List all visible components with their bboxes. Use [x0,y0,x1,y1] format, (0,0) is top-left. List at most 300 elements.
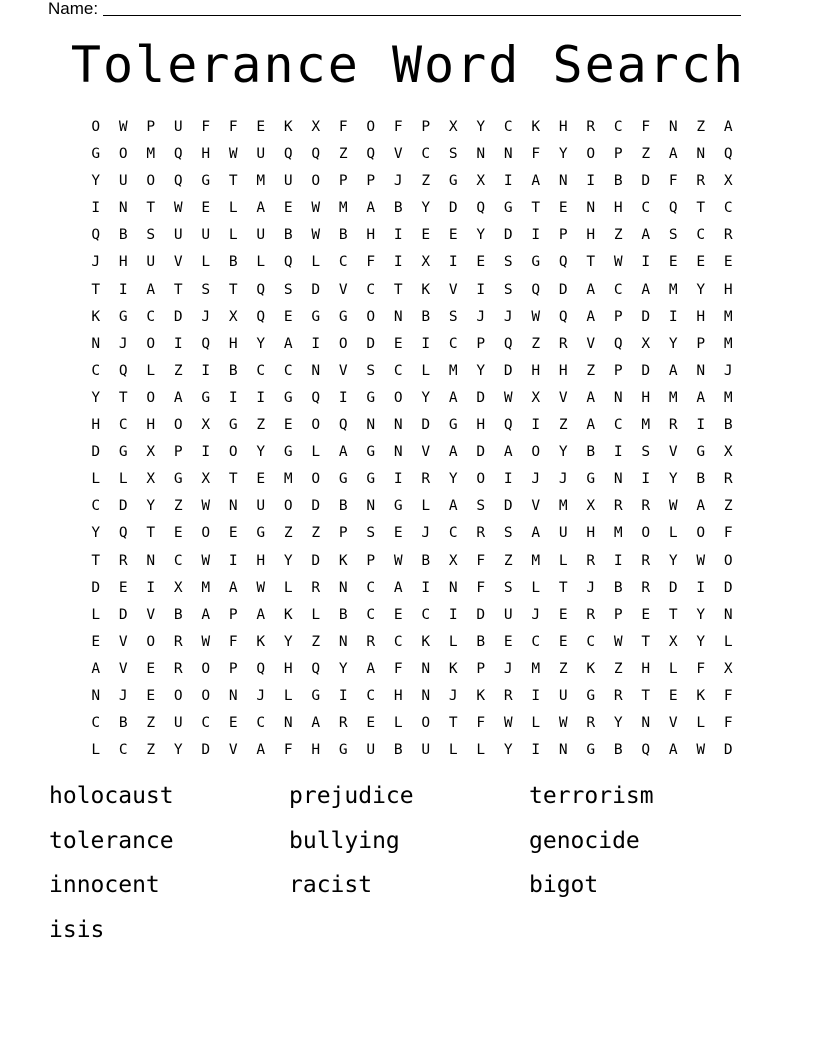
grid-letter: C [91,362,101,379]
grid-letter: E [421,227,431,244]
grid-letter: E [146,687,156,704]
grid-letter: N [283,715,293,732]
grid-letter: B [338,606,348,623]
grid-letter: O [723,552,733,569]
grid-letter: W [201,633,211,650]
grid-letter: N [586,200,596,217]
grid-letter: S [146,227,156,244]
grid-letter: D [118,498,128,515]
grid-letter: F [476,552,486,569]
grid-letter: I [668,308,678,325]
grid-letter: A [311,715,321,732]
grid-letter: Q [503,335,513,352]
grid-letter: K [448,660,458,677]
grid-letter: Y [613,715,623,732]
word-list-item: prejudice [289,783,414,809]
grid-letter: U [558,525,568,542]
grid-letter: B [118,227,128,244]
grid-letter: S [201,281,211,298]
grid-letter: D [503,362,513,379]
grid-letter: P [228,606,238,623]
grid-letter: C [91,498,101,515]
grid-letter: T [228,173,238,190]
word-list-item: racist [289,872,373,898]
grid-letter: E [228,715,238,732]
grid-letter: C [366,606,376,623]
grid-letter: P [366,552,376,569]
grid-letter: N [311,362,321,379]
grid-letter: R [173,633,183,650]
grid-letter: H [91,417,101,434]
grid-letter: L [696,715,706,732]
grid-letter: K [421,281,431,298]
grid-letter: N [448,579,458,596]
grid-letter: W [201,498,211,515]
grid-letter: Z [613,660,623,677]
grid-letter: A [668,362,678,379]
grid-letter: D [476,389,486,406]
grid-letter: J [503,660,513,677]
grid-letter: Q [256,660,266,677]
grid-letter: Q [311,389,321,406]
grid-letter: A [228,579,238,596]
grid-letter: B [228,254,238,271]
grid-letter: Q [613,335,623,352]
grid-letter: L [723,633,733,650]
grid-letter: B [118,715,128,732]
grid-letter: A [201,606,211,623]
grid-letter: X [201,471,211,488]
grid-letter: A [448,389,458,406]
grid-letter: D [311,498,321,515]
grid-letter: J [118,687,128,704]
grid-letter: M [558,498,568,515]
grid-letter: Q [338,417,348,434]
grid-letter: M [641,417,651,434]
grid-letter: E [201,200,211,217]
grid-letter: G [118,444,128,461]
grid-letter: O [311,173,321,190]
grid-letter: A [283,335,293,352]
grid-letter: F [641,119,651,135]
grid-letter: B [586,444,596,461]
grid-letter: G [366,389,376,406]
grid-letter: Q [311,660,321,677]
grid-letter: N [421,660,431,677]
grid-letter: C [586,633,596,650]
grid-letter: G [173,471,183,488]
grid-letter: V [146,606,156,623]
word-list-item: genocide [529,827,640,854]
grid-letter: N [613,471,623,488]
grid-letter: Y [476,362,486,379]
grid-letter: N [338,633,348,650]
grid-letter: D [366,335,376,352]
grid-letter: D [311,552,321,569]
grid-letter: C [256,715,266,732]
grid-letter: T [531,200,541,217]
grid-letter: G [696,444,706,461]
grid-letter: Z [311,633,321,650]
grid-letter: B [338,227,348,244]
grid-letter: Z [256,417,266,434]
grid-letter: C [366,687,376,704]
grid-letter: R [586,606,596,623]
grid-letter: M [146,146,156,163]
grid-letter: L [283,579,293,596]
grid-letter: H [696,308,706,325]
grid-letter: F [228,119,238,135]
grid-letter: V [393,146,403,163]
grid-letter: G [256,525,266,542]
grid-letter: R [723,471,733,488]
grid-letter: L [283,687,293,704]
grid-letter: G [311,687,321,704]
grid-letter: A [393,579,403,596]
grid-letter: F [696,660,706,677]
grid-letter: Q [531,281,541,298]
grid-letter: J [503,308,513,325]
grid-letter: T [393,281,403,298]
grid-letter: U [256,498,266,515]
grid-letter: N [558,173,568,190]
grid-letter: L [256,254,266,271]
grid-letter: H [228,335,238,352]
grid-letter: F [393,660,403,677]
grid-letter: Y [91,173,101,190]
grid-letter: G [283,444,293,461]
grid-letter: F [393,119,403,135]
grid-letter: W [228,146,238,163]
grid-letter: Q [118,362,128,379]
word-list-item: bullying [289,827,400,854]
grid-letter: R [641,579,651,596]
grid-letter: O [201,525,211,542]
grid-letter: Z [503,552,513,569]
grid-letter: A [668,146,678,163]
grid-letter: L [448,742,458,759]
grid-letter: W [531,308,541,325]
grid-letter: C [201,715,211,732]
grid-letter: V [668,444,678,461]
grid-letter: T [696,200,706,217]
grid-letter: L [421,498,431,515]
grid-letter: B [283,227,293,244]
grid-letter: C [173,552,183,569]
grid-letter: S [283,281,293,298]
grid-letter: W [173,200,183,217]
grid-letter: U [201,227,211,244]
grid-letter: H [531,362,541,379]
grid-letter: V [421,444,431,461]
grid-letter: Q [256,281,266,298]
grid-letter: D [668,579,678,596]
grid-letter: E [558,200,568,217]
grid-letter: Z [586,362,596,379]
grid-letter: Z [173,498,183,515]
grid-letter: W [393,552,403,569]
grid-letter: U [173,119,183,135]
grid-letter: Q [91,227,101,244]
grid-letter: O [146,335,156,352]
grid-letter: R [366,633,376,650]
grid-letter: C [118,742,128,759]
grid-letter: P [613,308,623,325]
grid-letter: S [503,281,513,298]
grid-letter: L [531,715,541,732]
grid-letter: H [641,389,651,406]
grid-letter: D [91,444,101,461]
name-label: Name: [48,0,99,18]
grid-letter: E [256,119,266,135]
grid-letter: D [723,579,733,596]
grid-letter: E [558,606,568,623]
grid-letter: A [503,444,513,461]
grid-letter: T [641,687,651,704]
grid-letter: A [91,660,101,677]
grid-letter: R [338,715,348,732]
grid-letter: G [91,146,101,163]
word-list-item: terrorism [529,783,654,809]
grid-letter: A [338,444,348,461]
grid-letter: G [448,173,458,190]
grid-letter: I [393,471,403,488]
grid-letter: X [531,389,541,406]
grid-letter: I [393,254,403,271]
grid-letter: Q [201,335,211,352]
grid-letter: B [228,362,238,379]
grid-letter: I [393,227,403,244]
grid-letter: I [641,254,651,271]
grid-letter: M [531,660,541,677]
grid-letter: U [173,715,183,732]
grid-letter: N [118,200,128,217]
grid-letter: P [696,335,706,352]
grid-letter: D [723,742,733,759]
grid-letter: W [118,119,128,135]
grid-letter: U [146,254,156,271]
grid-letter: R [723,227,733,244]
grid-letter: J [91,254,101,271]
grid-letter: D [503,227,513,244]
grid-letter: I [696,417,706,434]
grid-letter: H [586,525,596,542]
grid-letter: M [338,200,348,217]
grid-letter: A [366,200,376,217]
grid-letter: K [283,606,293,623]
grid-letter: N [91,335,101,352]
grid-letter: T [641,633,651,650]
grid-letter: C [366,579,376,596]
grid-letter: I [338,389,348,406]
grid-letter: L [476,742,486,759]
grid-letter: J [723,362,733,379]
grid-letter: I [531,742,541,759]
grid-letter: U [118,173,128,190]
grid-letter: L [558,552,568,569]
grid-letter: M [448,362,458,379]
grid-letter: D [91,579,101,596]
grid-letter: R [558,335,568,352]
grid-letter: I [531,227,541,244]
grid-letter: E [641,606,651,623]
grid-letter: R [421,471,431,488]
grid-letter: T [668,606,678,623]
grid-letter: O [228,444,238,461]
grid-letter: U [503,606,513,623]
grid-letter: N [421,687,431,704]
grid-letter: O [201,687,211,704]
grid-letter: X [723,660,733,677]
grid-letter: C [118,417,128,434]
grid-letter: V [118,633,128,650]
grid-letter: J [531,606,541,623]
grid-letter: T [228,281,238,298]
grid-letter: K [283,119,293,135]
grid-letter: T [146,200,156,217]
grid-letter: O [696,525,706,542]
grid-letter: Z [613,227,623,244]
grid-letter: D [421,417,431,434]
grid-letter: A [531,173,541,190]
grid-letter: Y [91,525,101,542]
grid-letter: N [338,579,348,596]
grid-letter: E [393,525,403,542]
grid-letter: W [696,552,706,569]
grid-letter: C [641,200,651,217]
grid-letter: N [393,417,403,434]
grid-letter: R [311,579,321,596]
grid-letter: H [311,742,321,759]
grid-letter: Y [256,444,266,461]
grid-letter: J [476,308,486,325]
grid-letter: L [311,444,321,461]
grid-letter: O [531,444,541,461]
grid-letter: A [641,227,651,244]
grid-letter: D [503,498,513,515]
grid-letter: O [118,146,128,163]
grid-letter: Z [558,417,568,434]
grid-letter: K [91,308,101,325]
grid-letter: I [146,579,156,596]
grid-letter: D [641,308,651,325]
grid-letter: V [668,715,678,732]
grid-letter: F [723,715,733,732]
grid-letter: J [531,471,541,488]
grid-letter: U [173,227,183,244]
grid-letter: J [448,687,458,704]
grid-letter: I [228,552,238,569]
name-field [48,0,748,18]
grid-letter: F [668,173,678,190]
grid-letter: C [283,362,293,379]
grid-letter: G [201,173,211,190]
grid-letter: H [558,362,568,379]
grid-letter: C [366,281,376,298]
grid-letter: A [586,308,596,325]
grid-letter: F [476,579,486,596]
grid-letter: D [448,200,458,217]
grid-letter: R [696,173,706,190]
grid-letter: X [668,633,678,650]
grid-letter: S [448,146,458,163]
grid-letter: F [283,742,293,759]
grid-letter: I [256,389,266,406]
grid-letter: Q [558,308,568,325]
grid-letter: I [613,444,623,461]
grid-letter: M [531,552,541,569]
grid-letter: Y [696,606,706,623]
grid-letter: K [421,633,431,650]
grid-letter: C [503,119,513,135]
grid-letter: L [393,715,403,732]
grid-letter: G [338,471,348,488]
grid-letter: Z [531,335,541,352]
grid-letter: Z [173,362,183,379]
grid-letter: H [393,687,403,704]
word-list [49,778,769,956]
grid-letter: N [146,552,156,569]
grid-letter: Y [283,633,293,650]
grid-letter: L [228,227,238,244]
grid-letter: V [338,281,348,298]
grid-letter: B [173,606,183,623]
grid-letter: Z [146,742,156,759]
grid-letter: W [201,552,211,569]
grid-letter: N [723,606,733,623]
grid-letter: R [503,687,513,704]
grid-letter: J [421,525,431,542]
grid-letter: Q [283,254,293,271]
grid-letter: A [531,525,541,542]
grid-letter: O [91,119,101,135]
grid-letter: R [613,498,623,515]
grid-letter: Z [421,173,431,190]
grid-letter: P [228,660,238,677]
grid-letter: Y [421,389,431,406]
grid-letter: P [613,146,623,163]
grid-letter: B [393,200,403,217]
grid-letter: U [366,742,376,759]
grid-letter: G [338,742,348,759]
grid-letter: C [696,227,706,244]
grid-letter: O [311,417,321,434]
grid-letter: C [531,633,541,650]
grid-letter: X [146,444,156,461]
page-title: Tolerance Word Search [70,36,746,94]
name-underline[interactable] [103,15,741,16]
grid-letter: W [256,579,266,596]
grid-letter: M [613,525,623,542]
grid-letter: Q [723,146,733,163]
grid-letter: M [256,173,266,190]
grid-letter: S [668,227,678,244]
grid-letter: F [723,687,733,704]
grid-letter: L [311,254,321,271]
grid-letter: I [503,173,513,190]
grid-letter: N [641,715,651,732]
grid-letter: M [723,308,733,325]
grid-letter: P [476,660,486,677]
grid-letter: H [613,200,623,217]
grid-letter: Z [696,119,706,135]
grid-letter: P [338,173,348,190]
grid-letter: B [421,308,431,325]
grid-letter: X [448,552,458,569]
grid-letter: Y [91,389,101,406]
grid-letter: I [476,281,486,298]
grid-letter: B [613,173,623,190]
